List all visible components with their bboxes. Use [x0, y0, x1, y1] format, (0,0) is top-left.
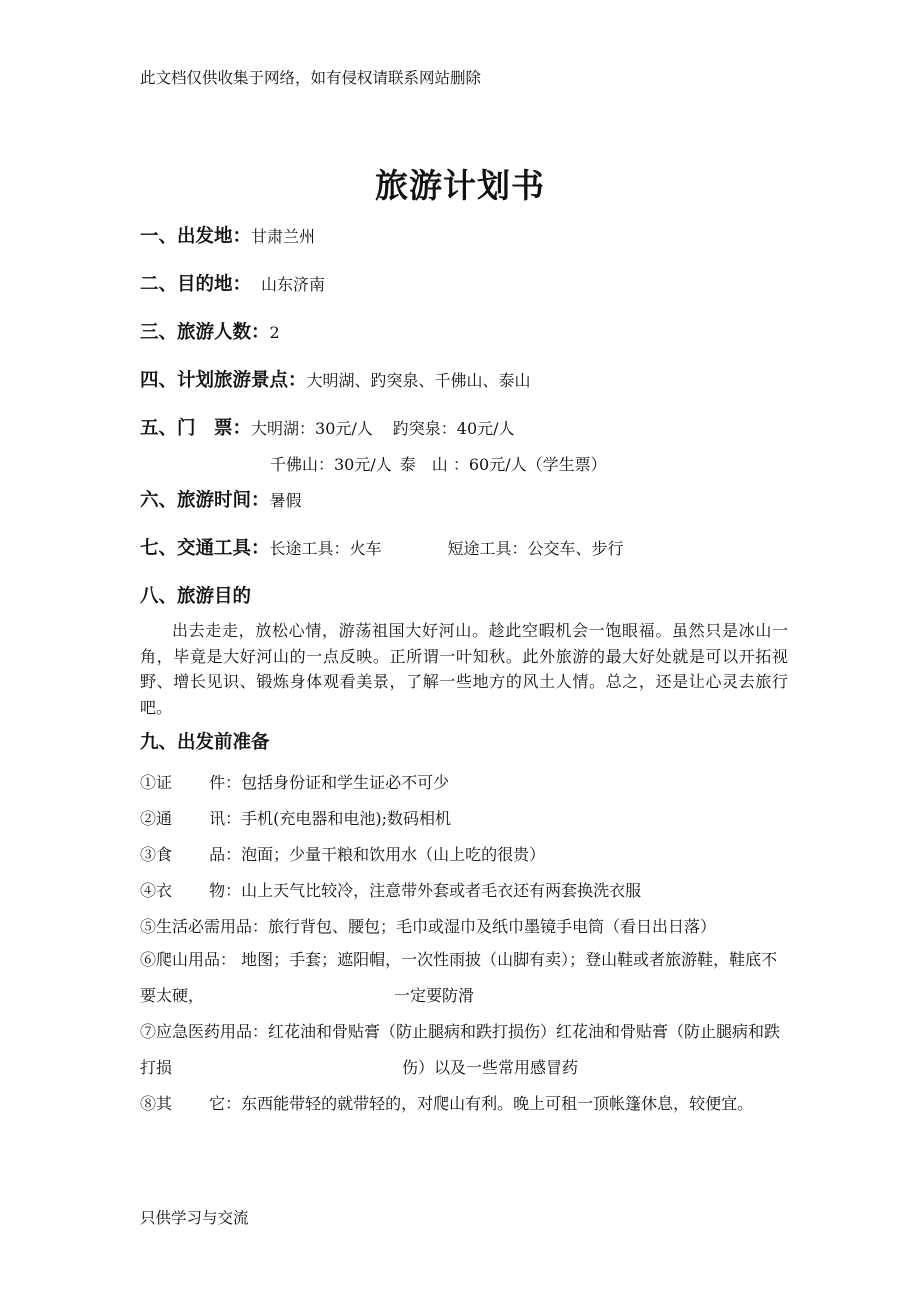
section-label: 一、出发地： — [140, 226, 252, 247]
prep-item-text: 一定要防滑 — [394, 986, 475, 1005]
section-time — [140, 486, 302, 512]
section-people — [140, 318, 280, 344]
section-value: 甘肃兰州 — [251, 227, 316, 246]
ticket-taishan: 泰 山 ：60元/人（学生票） — [399, 455, 607, 474]
section-purpose-label: 八、旅游目的 — [140, 586, 252, 607]
footer-note: 只供学习与交流 — [140, 1209, 249, 1227]
ticket-baotu: 趵突泉：40元/人 — [392, 419, 515, 438]
section-label: 三、旅游人数： — [140, 322, 270, 343]
prep-item-text: ⑥爬山用品： 地图；手套；遮阳帽，一次性雨披（山脚有卖）；登山鞋或者旅游鞋，鞋底不要太硬， — [140, 950, 778, 1005]
prep-item: ②通 讯：手机(充电器和电池);数码相机 — [140, 809, 451, 828]
header-note: 此文档仅供收集于网络，如有侵权请联系网站删除 — [140, 69, 482, 87]
prep-item-medical — [140, 1014, 788, 1086]
section-label: 五、门 票： — [140, 418, 252, 439]
prep-item-text: 伤）以及一些常用感冒药 — [402, 1058, 579, 1077]
prep-item-climbing — [140, 942, 788, 1014]
section-label: 四、计划旅游景点： — [140, 370, 307, 391]
section-destination — [140, 270, 325, 296]
section-tickets — [140, 414, 515, 440]
section-label: 七、交通工具： — [140, 538, 270, 559]
section-transport — [140, 534, 624, 560]
prep-item-text: ⑦应急医药用品：红花油和骨贴膏（防止腿病和跌打损伤）红花油和骨贴膏（防止腿病和跌打损 — [140, 1022, 781, 1077]
section-value: 大明湖、趵突泉、千佛山、泰山 — [306, 371, 531, 390]
section-tickets-line2 — [270, 452, 607, 475]
page-title: 旅游计划书 — [375, 166, 545, 205]
section-prep-label: 九、出发前准备 — [140, 732, 270, 753]
prep-item: ①证 件：包括身份证和学生证必不可少 — [140, 773, 450, 792]
prep-item-other: ⑧其 它：东西能带轻的就带轻的，对爬山有利。晚上可租一顶帐篷休息，较便宜。 — [140, 1094, 754, 1113]
section-label: 二、目的地： — [140, 274, 252, 295]
section-label: 六、旅游时间： — [140, 490, 270, 511]
transport-long: 长途工具：火车 — [269, 539, 382, 558]
section-value: 山东济南 — [261, 275, 326, 294]
transport-short: 短途工具：公交车、步行 — [447, 539, 624, 558]
section-value: 暑假 — [269, 491, 302, 510]
prep-item: ③食 品：泡面；少量干粮和饮用水（山上吃的很贵） — [140, 845, 546, 864]
purpose-paragraph: 出去走走，放松心情，游荡祖国大好河山。趁此空暇机会一饱眼福。虽然只是冰山一角，毕竟是大好河山的一点反映。正所谓一叶知秋。此外旅游的最大好处就是可以开拓视野、增长见识、锻炼身体观看美景，了解一些地方的风土人情。总之，还是让心灵去旅行吧。 — [140, 621, 788, 717]
prep-item: ④衣 物：山上天气比较冷，注意带外套或者毛衣还有两套换洗衣服 — [140, 881, 642, 900]
ticket-qianfo: 千佛山：30元/人 — [270, 455, 392, 474]
section-value: 2 — [269, 323, 280, 342]
section-spots — [140, 366, 531, 392]
section-departure — [140, 222, 315, 248]
ticket-damingh: 大明湖：30元/人 — [251, 419, 373, 438]
prep-item: ⑤生活必需用品：旅行背包、腰包；毛巾或湿巾及纸巾墨镜手电筒（看日出日落） — [140, 917, 717, 936]
